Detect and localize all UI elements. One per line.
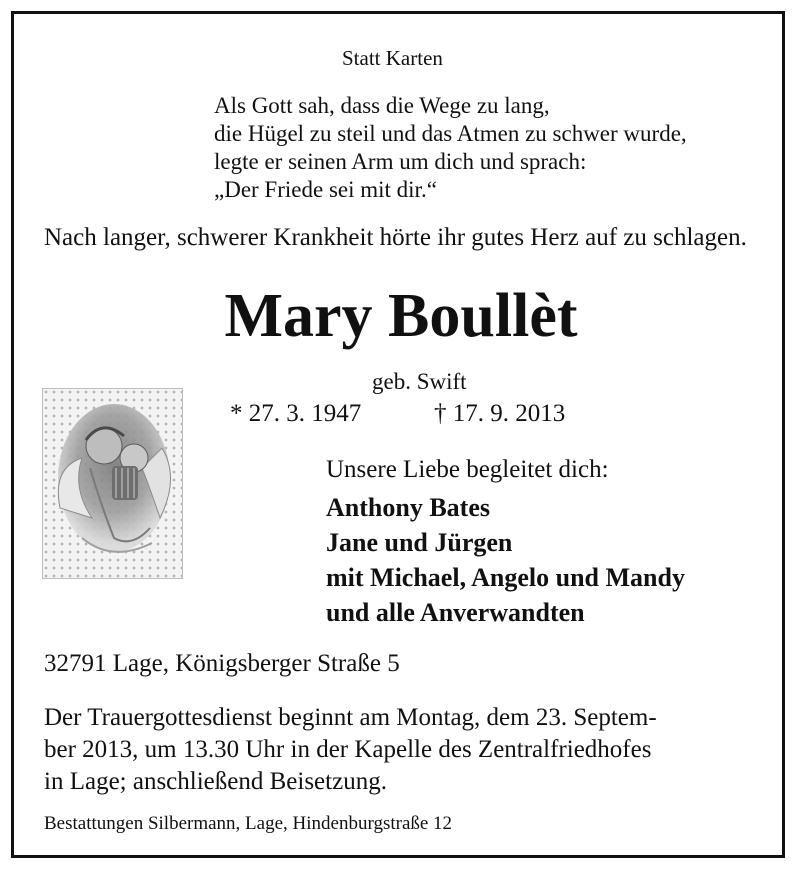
birth-date: * 27. 3. 1947 <box>230 400 362 427</box>
service-line: in Lage; anschließend Beisetzung. <box>44 768 387 795</box>
deceased-name: Mary Boullèt <box>224 282 578 350</box>
poem <box>214 92 687 204</box>
service-line: ber 2013, um 13.30 Uhr in der Kapelle des Zentralfriedhofes <box>44 736 652 763</box>
death-date: † 17. 9. 2013 <box>434 400 566 427</box>
poem-line: Als Gott sah, dass die Wege zu lang, <box>214 93 550 118</box>
angel-illustration <box>42 388 183 579</box>
service-line: Der Trauergottesdienst beginnt am Montag, dem 23. Septem- <box>44 704 657 731</box>
maiden-name: geb. Swift <box>372 369 467 394</box>
intro-text: Nach langer, schwerer Krankheit hörte ihr gutes Herz auf zu schlagen. <box>44 224 747 251</box>
poem-line: „Der Friede sei mit dir.“ <box>214 177 437 202</box>
mourner: und alle Anverwandten <box>326 598 585 627</box>
mourner: Anthony Bates <box>326 493 490 522</box>
undertaker-info: Bestattungen Silbermann, Lage, Hindenburgstraße 12 <box>44 813 453 834</box>
mourner: Jane und Jürgen <box>326 528 513 557</box>
poem-line: die Hügel zu steil und das Atmen zu schwer wurde, <box>214 121 687 146</box>
service-info <box>44 702 777 798</box>
poem-line: legte er seinen Arm um dich und sprach: <box>214 149 587 174</box>
address: 32791 Lage, Königsberger Straße 5 <box>44 650 400 677</box>
header-text: Statt Karten <box>342 46 443 70</box>
mourners-label: Unsere Liebe begleitet dich: <box>326 456 609 483</box>
mourner: mit Michael, Angelo und Mandy <box>326 563 685 592</box>
obituary-card <box>11 11 785 858</box>
mourners-list <box>326 490 685 630</box>
